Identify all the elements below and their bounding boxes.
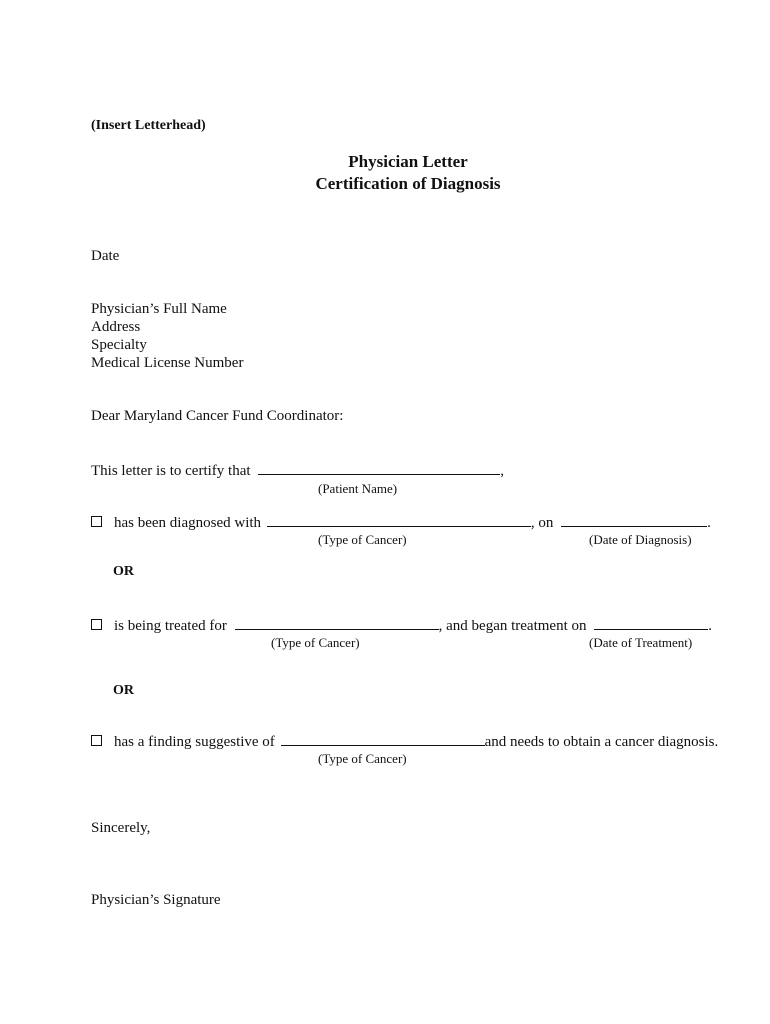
document-title: Physician Letter [348, 152, 468, 171]
salutation: Dear Maryland Cancer Fund Coordinator: [91, 408, 344, 424]
or-divider-1: OR [113, 564, 134, 579]
diagnosis-date-caption: (Date of Diagnosis) [589, 532, 692, 547]
finding-cancer-type-caption: (Type of Cancer) [318, 751, 407, 766]
option-treated-line [91, 616, 712, 635]
diagnosed-checkbox[interactable] [91, 516, 102, 527]
diagnosis-date-blank[interactable] [561, 513, 707, 527]
patient-name-caption: (Patient Name) [318, 481, 398, 496]
diagnosed-cancer-type-blank[interactable] [267, 513, 531, 527]
treated-period: . [708, 618, 712, 634]
physician-name-label: Physician’s Full Name [91, 301, 227, 317]
treated-cancer-type-blank[interactable] [235, 616, 439, 630]
treatment-date-blank[interactable] [594, 616, 708, 630]
finding-cancer-type-blank[interactable] [281, 732, 485, 746]
certify-line [91, 461, 504, 480]
specialty-label: Specialty [91, 337, 147, 353]
treatment-began-text: , and began treatment on [438, 618, 587, 634]
diagnosed-text: has been diagnosed with [114, 515, 262, 531]
date-label: Date [91, 248, 120, 264]
finding-after-text: and needs to obtain a cancer diagnosis. [484, 734, 719, 750]
finding-text: has a finding suggestive of [114, 734, 275, 750]
or-divider-2: OR [113, 683, 134, 698]
option-diagnosed-line [91, 513, 711, 532]
address-label: Address [91, 319, 141, 335]
letterhead-placeholder: (Insert Letterhead) [91, 118, 206, 133]
certify-comma: , [500, 463, 505, 479]
patient-name-blank[interactable] [258, 461, 500, 475]
finding-checkbox[interactable] [91, 735, 102, 746]
treated-cancer-type-caption: (Type of Cancer) [271, 635, 360, 650]
diagnosed-cancer-type-caption: (Type of Cancer) [318, 532, 407, 547]
diagnosed-on-text: , on [530, 515, 554, 531]
treated-checkbox[interactable] [91, 619, 102, 630]
signature-label: Physician’s Signature [91, 892, 221, 908]
document-subtitle: Certification of Diagnosis [315, 174, 501, 193]
treated-text: is being treated for [114, 618, 227, 634]
diagnosed-period: . [707, 515, 711, 531]
closing: Sincerely, [91, 820, 151, 836]
treatment-date-caption: (Date of Treatment) [589, 635, 693, 650]
option-finding-line [91, 732, 718, 751]
license-number-label: Medical License Number [91, 355, 244, 371]
certify-text: This letter is to certify that [91, 463, 251, 479]
